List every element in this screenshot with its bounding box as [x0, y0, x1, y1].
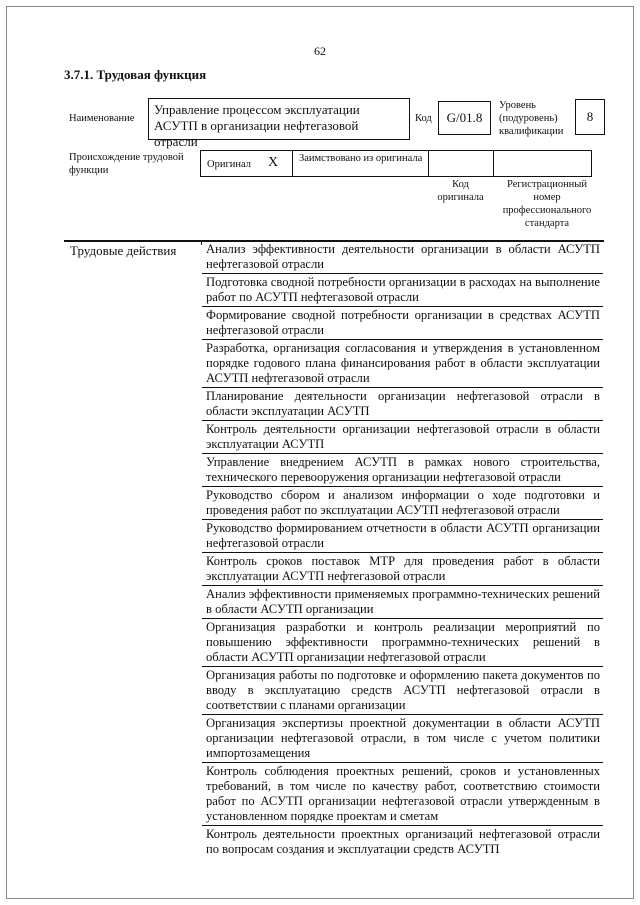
action-row: Формирование сводной потребности организации в средствах АСУТП нефтегазовой отрасли — [202, 307, 603, 340]
actions-list — [202, 241, 603, 858]
action-row: Организация работы по подготовке и оформлению пакета документов по вводу в эксплуатацию средств АСУТП нефтегазовой отрасли в соответствии с планами организации — [202, 667, 603, 715]
action-row: Анализ эффективности применяемых программно-технических решений в области АСУТП организации — [202, 586, 603, 619]
action-row: Планирование деятельности организации нефтегазовой отрасли в области эксплуатации АСУТП — [202, 388, 603, 421]
origin-original-cell — [201, 151, 293, 176]
origin-label: Происхождение трудовой функции — [69, 152, 184, 176]
action-row: Управление внедрением АСУТП в рамках нового строительства, технического перевооружения организации нефтегазовой отрасли — [202, 454, 603, 487]
action-row: Руководство формированием отчетности в области АСУТП организации нефтегазовой отрасли — [202, 520, 603, 553]
code-box — [438, 101, 491, 135]
action-row: Разработка, организация согласования и утверждения в установленном порядке годового плана финансирования работ в области эксплуатации АСУТП нефтегазовой отрасли — [202, 340, 603, 388]
action-row: Организация разработки и контроль реализации мероприятий по повышению эффективности программно-технических решений в области АСУТП организации нефтегазовой отрасли — [202, 619, 603, 667]
action-row: Подготовка сводной потребности организации в расходах на выполнение работ по АСУТП нефтегазовой отрасли — [202, 274, 603, 307]
reg-number-cell — [494, 151, 591, 176]
labor-actions-table — [64, 240, 604, 856]
actions-label-cell — [65, 241, 202, 258]
function-name-box — [148, 98, 410, 149]
action-row: Организация экспертизы проектной документации в области АСУТП организации нефтегазовой отрасли, в том числе с учетом политики импортозамещения — [202, 715, 603, 763]
level-value: 8 — [586, 109, 594, 124]
code-label: Код — [415, 113, 432, 124]
reg-number-label: Регистрационный номер профессионального стандарта — [502, 179, 592, 229]
action-row: Анализ эффективности деятельности организации в области АСУТП нефтегазовой отрасли — [202, 241, 603, 274]
code-value: G/01.8 — [446, 110, 483, 125]
origin-original-label: Оригинал — [207, 159, 251, 170]
level-label: Уровень (подуровень) квалификации — [499, 100, 564, 137]
name-label: Наименование — [69, 113, 135, 124]
function-name: Управление процессом эксплуатации АСУТП в организации нефтегазовой отрасли — [154, 102, 360, 149]
origin-borrowed-label: Заимствовано из оригинала — [299, 153, 423, 164]
actions-label: Трудовые действия — [70, 243, 177, 258]
orig-code-cell — [429, 151, 494, 176]
page-number: 62 — [314, 44, 326, 58]
level-box — [575, 99, 605, 135]
section-title: 3.7.1. Трудовая функция — [64, 67, 207, 82]
action-row: Контроль соблюдения проектных решений, сроков и установленных требований, в том числе по качеству работ, соответствию стоимости работ по АСУТП организации нефтегазовой отрасли утвержденным в установленном порядке проектам и сметам — [202, 763, 603, 826]
action-row: Контроль сроков поставок МТР для проведения работ в области эксплуатации АСУТП нефтегазовой отрасли — [202, 553, 603, 586]
origin-mark: X — [268, 155, 279, 170]
action-row: Руководство сбором и анализом информации о ходе подготовки и проведения работ по эксплуатации АСУТП нефтегазовой отрасли — [202, 487, 603, 520]
action-row: Контроль деятельности организации нефтегазовой отрасли в области эксплуатации АСУТП — [202, 421, 603, 454]
action-row: Контроль деятельности проектных организаций нефтегазовой отрасли по вопросам создания и эксплуатации средств АСУТП — [206, 827, 600, 856]
orig-code-label: Код оригинала — [437, 179, 484, 203]
origin-borrowed-cell — [293, 151, 429, 176]
origin-table — [200, 150, 592, 177]
